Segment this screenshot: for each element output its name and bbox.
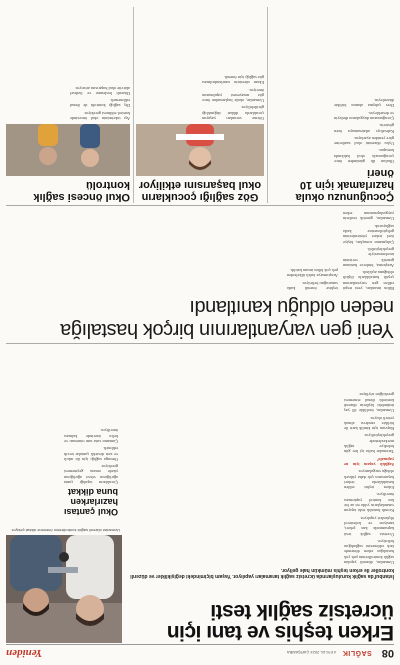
checkup-photo (6, 124, 130, 176)
bottom-article-eye-health (136, 7, 264, 203)
lead-paragraph: Başvuru için kimlik kartı ile birlikte randevu almak yeterli oluyor. (344, 415, 394, 432)
lead-headline: Erken teşhis ve tanı için ücretsiz sağlık testi (167, 600, 394, 644)
bottom-paragraph: Diş sağlığı kontrolü de ihmal edilmemeli. (70, 98, 130, 109)
bottom-paragraph: Ekran süresinin sınırlandırılması göz sağlığı için önemli. (202, 74, 264, 86)
section-label: SAĞLIK (342, 649, 372, 657)
school-children-photo (6, 124, 130, 176)
second-body (6, 209, 394, 291)
lead-body (124, 345, 394, 565)
bottom-body (6, 9, 130, 121)
bottom-article-checkup (6, 7, 130, 203)
column-divider (267, 7, 268, 203)
lead-paragraph: Uzmanlar, özellikle 40 yaş üstündeki kişilerin düzenli kontrolü ihmal etmemesi gerektiğini söylüyor. (344, 392, 394, 414)
page-number: 08 (381, 647, 394, 659)
second-paragraph: Uzmanlar, genetik testlerin yaygınlaşmasının erken teşhise önemli katkı sunacağını belirtiyor. (286, 211, 394, 291)
side-article (6, 345, 118, 517)
bottom-paragraph: Okulun ilk gününden önce çocuğunuzla okul hakkında konuşun. (334, 148, 394, 164)
doctor-patient-photo (6, 535, 122, 643)
publication-date: 4 EYLÜL 2024 ÇARŞAMBA (286, 650, 337, 656)
second-headline: Yeni gen varyantlarının birçok hastalığa neden olduğu kanıtlandı (60, 296, 394, 341)
bottom-paragraph: Görme sorunları yaşayan çocuklarda dikkat dağınıklığı görülebiliyor. (202, 105, 264, 121)
masthead (6, 644, 394, 661)
lead-photo-caption: Uzmanlar düzenli sağlık kontrollerinin önemine dikkat çekiyor. (11, 528, 120, 533)
lead-deck: İstanbul'da sağlık kuruluşlarında ücretsiz sağlık taramaları yapılıyor. Yaşam biçimindeki değişiklikler ve düzenli kontroller ile erken teşhis mümkün hale geliyor. (130, 567, 394, 579)
side-headline: Okul çantası hazırlarken buna dikkat (64, 487, 118, 517)
column-divider (133, 7, 134, 203)
lead-paragraph: Uzmanlar, düzenli yapılan sağlık kontrollerinin pek çok hastalığın erken dönemde fark edilmesini sağladığını belirtiyor. (344, 538, 394, 565)
second-paragraph: Çalışmanın sonuçları, kişiye özel tedavi yöntemlerinin geliştirilmesine katkı sağlayacak. (342, 223, 394, 245)
bottom-paragraph: Kahvaltıyı atlatmamaya özen gösterin. (334, 123, 394, 134)
bottom-paragraph: Düzenli beslenme ve fiziksel aktivite okul başarısını artırıyor. (70, 85, 130, 96)
newspaper-logo: Yeniden (6, 647, 43, 659)
lead-paragraph: Taramalar hafta içi her gün belediye sağlık merkezlerinde gerçekleştiriliyor. (344, 433, 394, 455)
bottom-body (270, 0, 394, 164)
bottom-headline: Okul öncesi sağlık kontrolü (33, 179, 130, 203)
bottom-paragraph: Uyku düzenini okul saatlerine göre yeniden ayarlayın. (334, 135, 394, 147)
lead-paragraph: Ücretsiz sağlık testi kapsamında kan şekeri, tansiyon ve kolesterol ölçümleri yapılıyor. (344, 515, 394, 537)
bottom-paragraph: Aşı takviminin okul öncesinde kontrol edilmesi gerekiyor. (70, 110, 130, 121)
bottom-paragraph: Ders çalışma alanını birlikte düzenleyin. (334, 98, 394, 109)
side-paragraph: Omurga sağlığı için iki askılı ve sırtı destekli çantalar tercih edilmeli. (64, 446, 118, 462)
bottom-paragraph: Çocuğunuzun duygularını dinleyin ve destekleyin. (334, 110, 394, 121)
second-paragraph: Araştırmaya farklı ülkelerden pek çok bilim insanı katıldı. (286, 268, 338, 279)
child-reading-photo (136, 124, 264, 176)
bottom-body (136, 9, 264, 121)
lead-photo (6, 535, 122, 643)
bottom-headline: Çocuğunuzu okula hazırlamak için 10 öneri (295, 167, 394, 203)
child-photo (136, 124, 264, 176)
bottom-article-school-tips (270, 7, 394, 203)
bottom-headline: Göz sağlığı çocukların okul başarısını etkiliyor (138, 179, 262, 203)
second-paragraph: Araştırma, binlerce hastanın genetik verisinin incelenmesiyle gerçekleştirildi. (342, 246, 394, 268)
side-paragraph: Çantanın sırta tam oturması ve belin üzerinde kalması öneriliyor. (64, 428, 118, 444)
second-paragraph: Bilim insanları, yeni tespit edilen gen varyantlarının çeşitli hastalıklarla ilişkili olduğunu açıkladı. (342, 270, 394, 291)
section-divider (6, 205, 394, 206)
lead-subhead: Sağlıklı yaşam için ne yapmalı? (344, 456, 394, 467)
lead-paragraph: Erken teşhis edilen hastalıklarda tedavi başarısının çok daha yüksek olduğu vurgulanıyor. (344, 469, 394, 491)
side-paragraph: Çocukların taşıdığı çanta ağırlığının vücut ağırlığının yüzde onunu geçmemesi gerekiyor. (64, 464, 118, 485)
bottom-paragraph: Uzmanlar, okula başlamadan önce göz muayenesi yapılmasını öneriyor. (202, 87, 264, 104)
lead-paragraph: Kronik hastalık riski taşıyan vatandaşların yılda en az bir kez kontrol yaptırması öneriliyor. (344, 492, 394, 514)
section-divider (6, 343, 394, 344)
